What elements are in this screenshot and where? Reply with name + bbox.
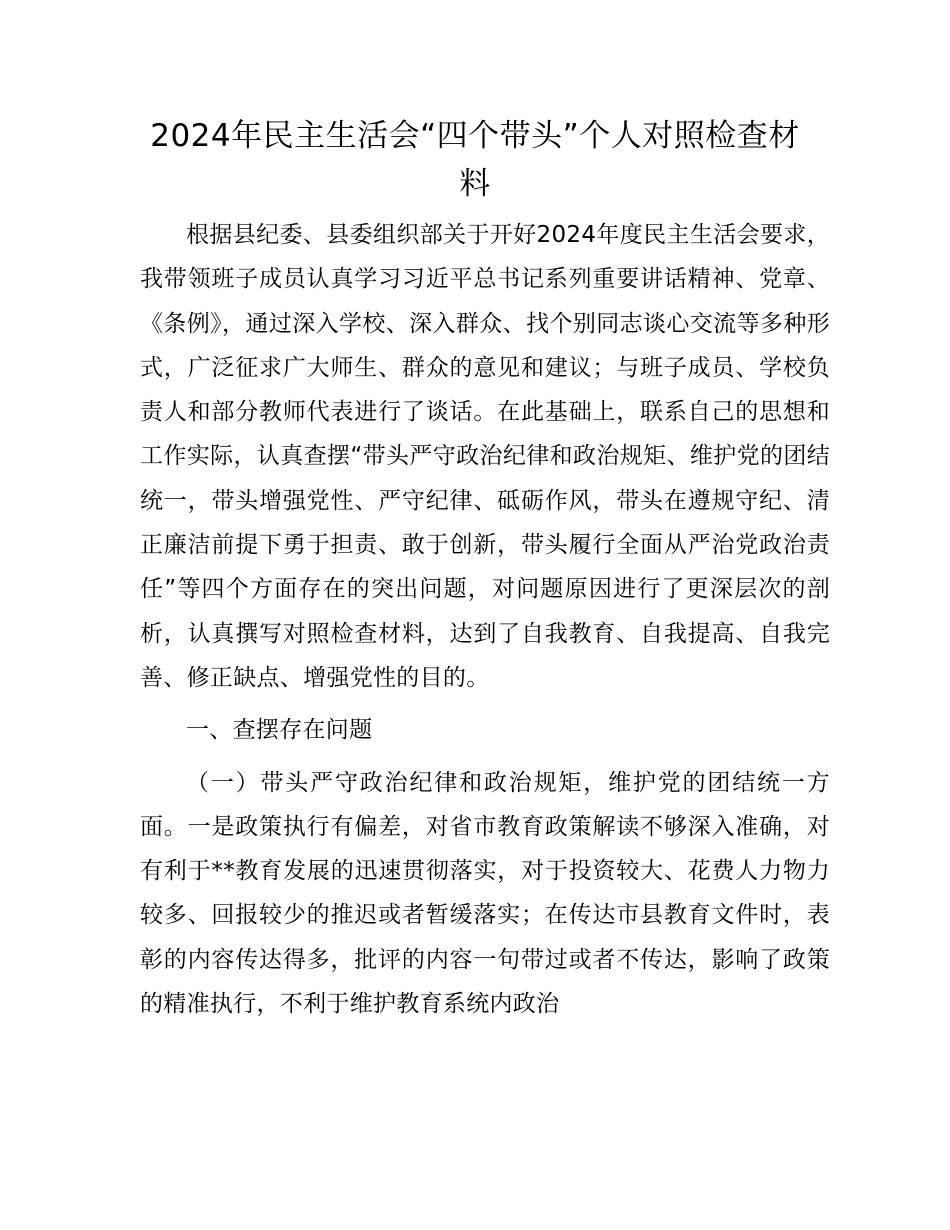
intro-paragraph: 根据县纪委、县委组织部关于开好2024年度民主生活会要求，我带领班子成员认真学习习近平总书记系列重要讲话精神、党章、《条例》，通过深入学校、深入群众、找个别同志谈心交流等多种形式，广泛征求广大师生、群众的意见和建议；与班子成员、学校负责人和部分教师代表进行了谈话。在此基础上，联系自己的思想和工作实际，认真查摆“带头严守政治纪律和政治规矩、维护党的团结统一，带头增强党性、严守纪律、砥砺作风，带头在遵规守纪、清正廉洁前提下勇于担责、敢于创新，带头履行全面从严治党政治责任”等四个方面存在的突出问题，对问题原因进行了更深层次的剖析，认真撰写对照检查材料，达到了自我教育、自我提高、自我完善、修正缺点、增强党性的目的。 <box>140 222 830 691</box>
document-title: 2024年民主生活会“四个带头”个人对照检查材料 <box>150 118 800 202</box>
section-heading: 一、查摆存在问题 <box>186 717 373 744</box>
document-body <box>140 213 830 1026</box>
subsection-paragraph: （一）带头严守政治纪律和政治规矩，维护党的团结统一方面。一是政策执行有偏差，对省市教育政策解读不够深入准确，对有利于**教育发展的迅速贯彻落实，对于投资较大、花费人力物力较多、回报较少的推迟或者暂缓落实；在传达市县教育文件时，表彰的内容传达得多，批评的内容一句带过或者不传达，影响了政策的精准执行，不利于维护教育系统内政治 <box>140 769 830 1018</box>
